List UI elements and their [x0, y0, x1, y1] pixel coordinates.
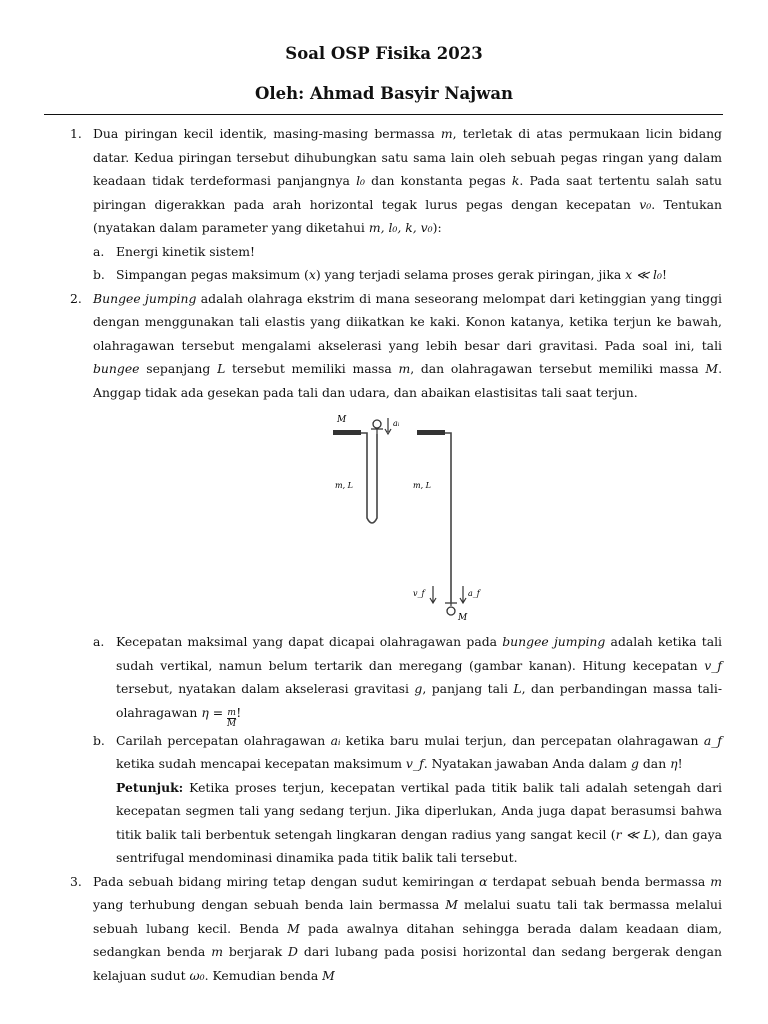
problem-2a: a. Kecepatan maksimal yang dapat dicapai olahragawan pada bungee jumping adalah ketika tali sudah vertikal, namun belum tertarik dan meregang (gambar kanan). Hitung kecepatan v_f tersebut, nyatakan dalam akselerasi gravitasi g, panjang tali L, dan perbandingan massa tali-olahragawan η = $\frac{m}{M}$ ! [0, 630, 768, 729]
document-title: Soal OSP Fisika 2023 [285, 44, 483, 63]
problem-number: 3. [70, 873, 82, 889]
bungee-figure [0, 404, 768, 630]
subpart-label: b. [93, 267, 105, 282]
problem-2b: b. Carilah percepatan olahragawan aᵢ ketika baru mulai terjun, dan percepatan olahragawan a_f ketika sudah mencapai kecepatan maksimum v_f. Nyatakan jawaban Anda dalam g dan η! [0, 729, 768, 776]
label-mL-left: m, L [335, 481, 353, 490]
label-af: a_f [468, 589, 480, 598]
left-rope [361, 433, 377, 523]
label-mL-right: m, L [413, 481, 431, 490]
problem-number: 2. [70, 290, 82, 306]
fraction-m-over-M: $\frac{m}{M}$ [227, 707, 237, 729]
problem-number: 1. [70, 126, 82, 141]
problem-list [0, 122, 768, 987]
jumper-top-body [371, 428, 383, 434]
right-rope [445, 433, 451, 602]
left-platform [333, 430, 361, 435]
problem-1a: a. Energi kinetik sistem! [0, 240, 768, 264]
jumper-bottom [447, 607, 455, 615]
problem-2: 2. Bungee jumping adalah olahraga ekstrim di mana seseorang melompat dari ketinggian yang tinggi dengan menggunakan tali elastis yang diikatkan ke kaki. Konon katanya, ketika terjun ke bawah, olahragawan tersebut mengalami akselerasi yang lebih besar dari gravitasi. Pada soal ini, tali bungee sepanjang L tersebut memiliki massa m, dan olahragawan tersebut memiliki massa M. Anggap tidak ada gesekan pada tali dan udara, dan abaikan elastisitas tali saat terjun. [0, 287, 768, 405]
subpart-label: a. [93, 243, 105, 259]
hint-label: Petunjuk: [116, 779, 184, 795]
arrow-ai [385, 418, 391, 434]
problem-1: 1. Dua piringan kecil identik, masing-masing bermassa m, terletak di atas permukaan licin bidang datar. Kedua piringan tersebut dihubungkan satu sama lain oleh sebuah pegas ringan yang dalam keadaan tidak terdeformasi panjangnya l₀ dan konstanta pegas k. Pada saat tertentu salah satu piringan digerakkan pada arah horizontal tegak lurus pegas dengan kecepatan v₀. Tentukan (nyatakan dalam parameter yang diketahui m, l₀, k, v₀): [0, 122, 768, 240]
bungee-diagram [325, 406, 485, 628]
problem-3: 3. Pada sebuah bidang miring tetap dengan sudut kemiringan α terdapat sebuah benda bermassa m yang terhubung dengan sebuah benda lain bermassa M melalui suatu tali tak bermassa melalui sebuah lubang kecil. Benda M pada awalnya ditahan sehingga berada dalam keadaan diam, sedangkan benda m berjarak D dari lubang pada posisi horizontal dan sedang bergerak dengan kelajuan sudut ω₀. Kemudian benda M [0, 870, 768, 988]
subpart-label: b. [93, 732, 105, 748]
subpart-label: a. [93, 634, 105, 649]
right-platform [417, 430, 445, 435]
label-M-bottom: M [458, 613, 468, 623]
arrow-vf [430, 586, 436, 603]
jumper-bottom-body [445, 602, 457, 606]
label-M-top: M [337, 415, 347, 425]
jumper-top [373, 420, 381, 428]
label-ai: aᵢ [393, 419, 400, 428]
document-author: Oleh: Ahmad Basyir Najwan [254, 84, 514, 103]
problem-2-hint: Petunjuk: Ketika proses terjun, kecepatan vertikal pada titik balik tali adalah setengah dari kecepatan segmen tali yang sedang terjun. Jika diperlukan, Anda juga dapat berasumsi bahwa titik balik tali berbentuk setengah lingkaran dengan radius yang sangat kecil (r ≪ L), dan gaya sentrifugal mendominasi dinamika pada titik balik tali tersebut. [116, 779, 723, 865]
label-vf: v_f [413, 589, 425, 598]
header-divider [44, 114, 723, 115]
arrow-af [460, 586, 466, 603]
problem-1b: b. Simpangan pegas maksimum (x) yang terjadi selama proses gerak piringan, jika x ≪ l₀! [0, 263, 768, 287]
